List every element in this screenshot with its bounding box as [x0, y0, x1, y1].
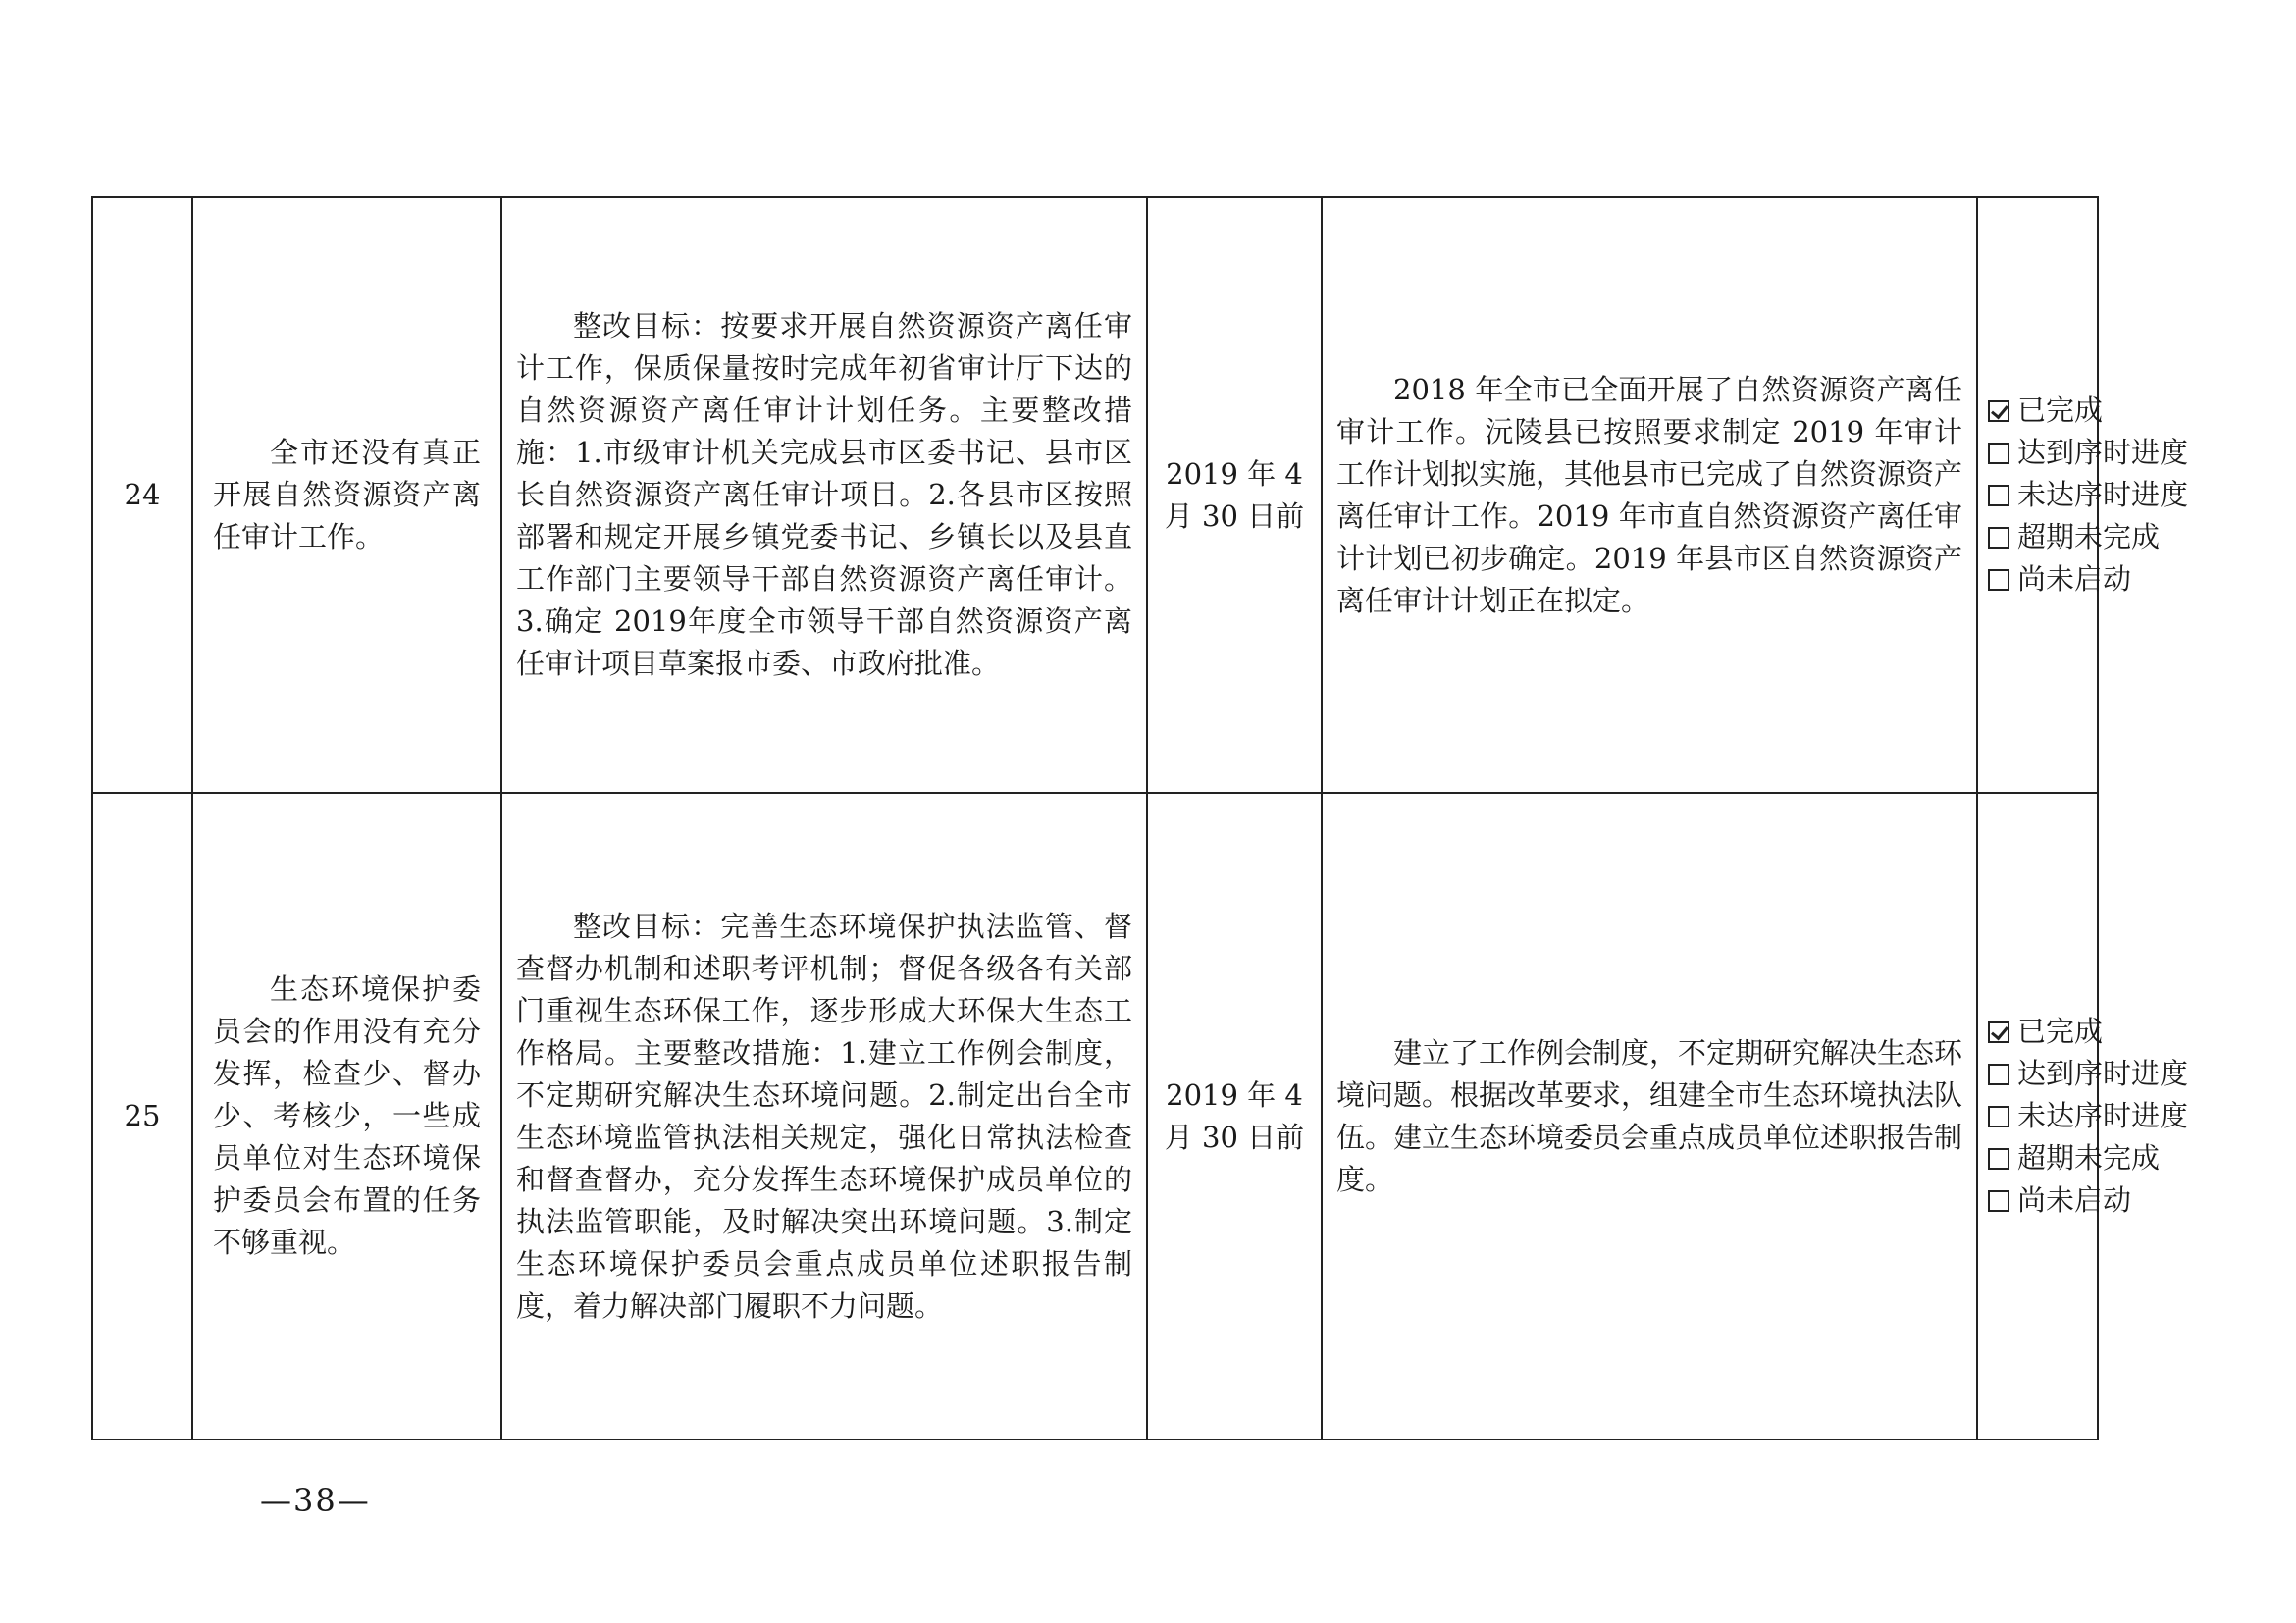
table-row [92, 197, 2098, 793]
rectification-table [91, 196, 2189, 1440]
status-label: 未达序时进度 [2017, 478, 2189, 511]
checkbox-empty-icon [1988, 527, 2009, 549]
status-option-not-started [1988, 558, 2132, 601]
problem-text: 全市还没有真正开展自然资源资产离任审计工作。 [213, 436, 481, 553]
status-cell [1977, 793, 2189, 1440]
measures-cell [501, 793, 1147, 1440]
status-option-overdue [1988, 1137, 2161, 1179]
progress-cell [1322, 793, 1977, 1440]
page-number: —38— [260, 1482, 371, 1519]
checkbox-empty-icon [1988, 569, 2009, 591]
deadline-cell [1147, 197, 1322, 793]
status-option-behind-schedule [1988, 1095, 2189, 1137]
rectification-table-wrap [91, 196, 2189, 1440]
status-label: 已完成 [2017, 1015, 2104, 1048]
progress-cell [1322, 197, 1977, 793]
deadline-text: 2019 年 4 月 30 日前 [1164, 1077, 1305, 1154]
deadline-text: 2019 年 4 月 30 日前 [1164, 456, 1305, 533]
status-label: 超期未完成 [2017, 1141, 2161, 1175]
checkbox-checked-icon [1988, 400, 2009, 422]
status-label: 达到序时进度 [2017, 436, 2189, 469]
measures-cell [501, 197, 1147, 793]
status-label: 尚未启动 [2017, 562, 2132, 596]
problem-cell [192, 197, 501, 793]
status-label: 超期未完成 [2017, 520, 2161, 553]
row-number: 24 [92, 197, 192, 793]
status-option-completed [1988, 390, 2104, 432]
checkbox-checked-icon [1988, 1021, 2009, 1043]
table-row [92, 793, 2098, 1440]
status-option-overdue [1988, 516, 2161, 558]
row-number: 25 [92, 793, 192, 1440]
status-option-behind-schedule [1988, 474, 2189, 516]
measures-text: 整改目标：完善生态环境保护执法监管、督查督办机制和述职考评机制；督促各级各有关部门重视生态环保工作，逐步形成大环保大生态工作格局。主要整改措施：1.建立工作例会制度，不定期研究解决生态环境问题。2.制定出台全市生态环境监管执法相关规定，强化日常执法检查和督查督办，充分发挥生态环境保护成员单位的执法监管职能，及时解决突出环境问题。3.制定生态环境保护委员会重点成员单位述职报告制度，着力解决部门履职不力问题。 [516, 909, 1132, 1323]
checkbox-empty-icon [1988, 485, 2009, 506]
progress-text: 2018 年全市已全面开展了自然资源资产离任审计工作。沅陵县已按照要求制定 2019 年审计工作计划拟实施，其他县市已完成了自然资源资产离任审计工作。2019 年市直自然资源资产离任审计计划已初步确定。2019 年县市区自然资源资产离任审计计划正在拟定。 [1336, 372, 1963, 617]
status-option-not-started [1988, 1179, 2132, 1222]
checkbox-empty-icon [1988, 1148, 2009, 1170]
status-option-on-schedule [1988, 1053, 2189, 1095]
status-label: 未达序时进度 [2017, 1099, 2189, 1132]
status-label: 已完成 [2017, 393, 2104, 427]
status-option-on-schedule [1988, 432, 2189, 474]
problem-cell [192, 793, 501, 1440]
checkbox-empty-icon [1988, 1190, 2009, 1212]
status-option-completed [1988, 1011, 2104, 1053]
deadline-cell [1147, 793, 1322, 1440]
problem-text: 生态环境保护委员会的作用没有充分发挥，检查少、督办少、考核少，一些成员单位对生态环境保护委员会布置的任务不够重视。 [213, 972, 481, 1259]
measures-text: 整改目标：按要求开展自然资源资产离任审计工作，保质保量按时完成年初省审计厅下达的自然资源资产离任审计计划任务。主要整改措施：1.市级审计机关完成县市区委书记、县市区长自然资源资产离任审计项目。2.各县市区按照部署和规定开展乡镇党委书记、乡镇长以及县直工作部门主要领导干部自然资源资产离任审计。3.确定 2019年度全市领导干部自然资源资产离任审计项目草案报市委、市政府批准。 [516, 309, 1132, 680]
status-list [1982, 1011, 2189, 1222]
status-cell [1977, 197, 2189, 793]
checkbox-empty-icon [1988, 1106, 2009, 1127]
checkbox-empty-icon [1988, 1064, 2009, 1085]
status-label: 尚未启动 [2017, 1183, 2132, 1217]
progress-text: 建立了工作例会制度，不定期研究解决生态环境问题。根据改革要求，组建全市生态环境执法队伍。建立生态环境委员会重点成员单位述职报告制度。 [1336, 1035, 1963, 1196]
status-label: 达到序时进度 [2017, 1057, 2189, 1090]
checkbox-empty-icon [1988, 443, 2009, 464]
status-list [1982, 390, 2189, 601]
